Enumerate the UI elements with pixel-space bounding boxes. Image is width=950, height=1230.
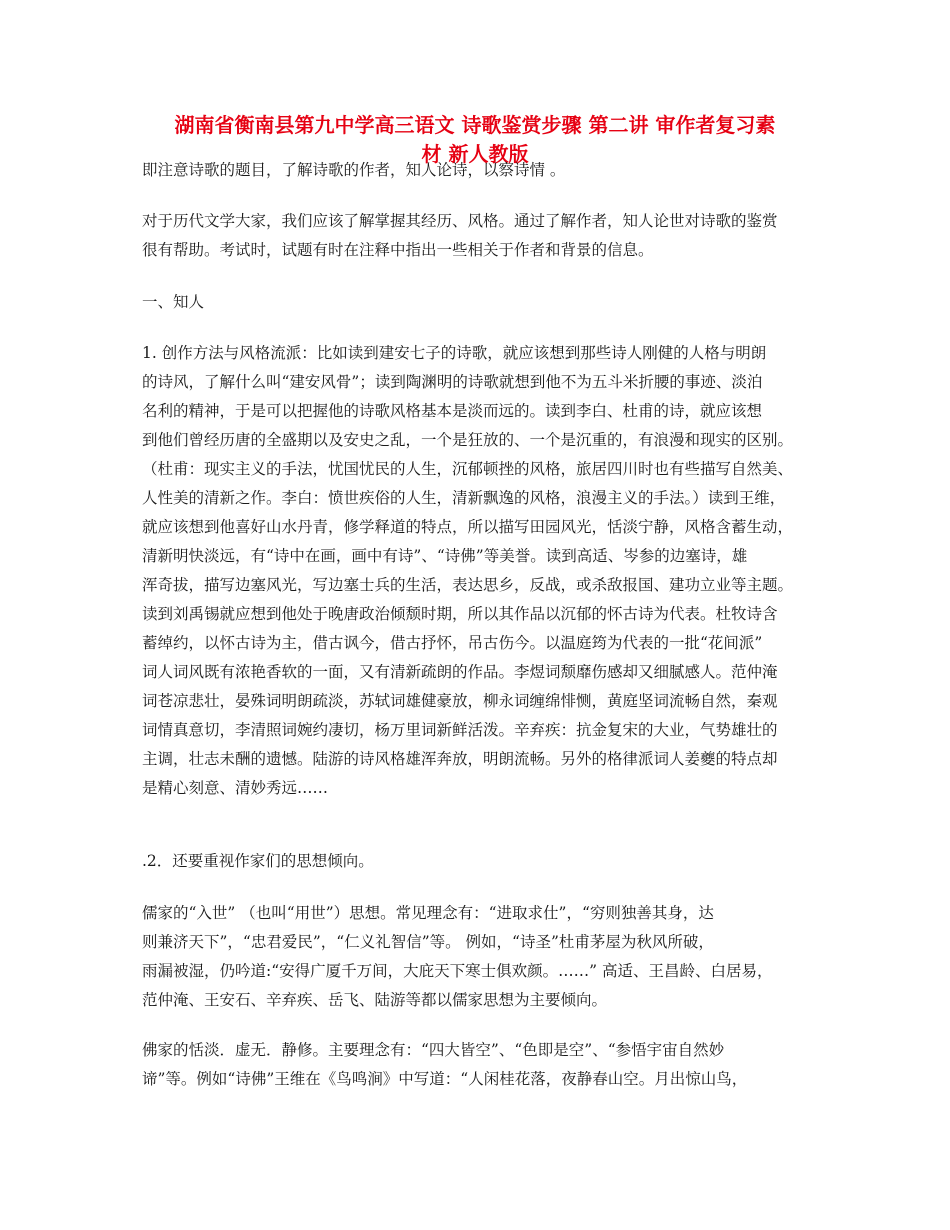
section-heading-know-person: [142, 288, 822, 317]
title-line-2: 材 新人教版: [421, 142, 529, 166]
para5-line-1: 佛家的恬淡．虚无．静修。主要理念有：“四大皆空”、“色即是空”、“参悟宇宙自然妙: [142, 1041, 725, 1059]
section1-heading: 一、知人: [142, 293, 205, 311]
para1-line-2: 很有帮助。考试时，试题有时在注释中指出一些相关于作者和背景的信息。: [142, 241, 654, 259]
para5-line-2: 谛”等。例如“诗佛”王维在《鸟鸣涧》中写道：“人闲桂花落，夜静春山空。月出惊山鸟，: [142, 1070, 748, 1088]
para4-line-3: 雨漏被湿，仍吟道:“安得广厦千万间，大庇天下寒士俱欢颜。……” 高适、王昌龄、白居易，: [142, 962, 773, 980]
para4-line-4: 范仲淹、王安石、辛弃疾、岳飞、陆游等都以儒家思想为主要倾向。: [142, 991, 608, 1009]
para2-line-5: （杜甫：现实主义的手法，忧国忧民的人生，沉郁顿挫的风格，旅居四川时也有些描写自然美、: [142, 460, 794, 478]
para2-line-1: 1. 创作方法与风格流派：比如读到建安七子的诗歌，就应该想到那些诗人刚健的人格与明朗: [142, 344, 767, 362]
para2-line-9: 浑奇拔，描写边塞风光，写边塞士兵的生活，表达思乡，反战，或杀敌报国、建功立业等主题。: [142, 576, 794, 594]
para2-line-8: 清新明快淡远，有“诗中在画，画中有诗”、“诗佛”等美誉。读到高适、岑参的边塞诗，雄: [142, 547, 748, 565]
para4-line-1: 儒家的“入世” （也叫“用世”）思想。常见理念有：“进取求仕”，“穷则独善其身，达: [142, 904, 714, 922]
para2-line-3: 名利的精神，于是可以把握他的诗歌风格基本是淡而远的。读到李白、杜甫的诗，就应该想: [142, 402, 763, 420]
para2-line-12: 词人词风既有浓艳香软的一面，又有清新疏朗的作品。李煜词颓靡伤感却又细腻感人。范仲淹: [142, 663, 778, 681]
para2-line-7: 就应该想到他喜好山水丹青，修学释道的特点，所以描写田园风光，恬淡宁静，风格含蓄生动，: [142, 518, 794, 536]
para2-line-16: 是精心刻意、清妙秀远……: [142, 779, 329, 797]
title-line-1: 湖南省衡南县第九中学高三语文 诗歌鉴赏步骤 第二讲 审作者复习素: [174, 113, 776, 137]
para2-line-11: 蓄绰约，以怀古诗为主，借古讽今，借古抒怀，吊古伤今。以温庭筠为代表的一批“花间派”: [142, 634, 763, 652]
para1-line-1: 对于历代文学大家，我们应该了解掌握其经历、风格。通过了解作者，知人论世对诗歌的鉴赏: [142, 212, 778, 230]
para2-line-4: 到他们曾经历唐的全盛期以及安史之乱，一个是狂放的、一个是沉重的，有浪漫和现实的区别。: [142, 431, 794, 449]
para2-line-13: 词苍凉悲壮，晏殊词明朗疏淡，苏轼词雄健豪放，柳永词缠绵悱恻，黄庭坚词流畅自然，秦观: [142, 692, 778, 710]
para3-line: .2．还要重视作家们的思想倾向。: [142, 852, 374, 870]
paragraph-5: [142, 1036, 822, 1094]
para2-line-6: 人性美的清新之作。李白：愤世疾俗的人生，清新飘逸的风格，浪漫主义的手法。）读到王维，: [142, 489, 786, 507]
para2-line-2: 的诗风，了解什么叫“建安风骨”；读到陶渊明的诗歌就想到他不为五斗米折腰的事迹、淡泊: [142, 373, 763, 391]
para2-line-15: 主调，壮志未酬的遗憾。陆游的诗风格雄浑奔放，明朗流畅。另外的格律派词人姜夔的特点却: [142, 750, 778, 768]
intro-line: 即注意诗歌的题目，了解诗歌的作者，知人论诗，以察诗情 。: [142, 161, 566, 179]
intro-paragraph: [142, 156, 822, 185]
paragraph-1: [142, 207, 822, 265]
paragraph-2: [142, 339, 822, 803]
paragraph-3: [142, 847, 822, 876]
paragraph-4: [142, 899, 822, 1015]
para2-line-10: 读到刘禹锡就应想到他处于晚唐政治倾颓时期，所以其作品以沉郁的怀古诗为代表。杜牧诗含: [142, 605, 778, 623]
para2-line-14: 词情真意切，李清照词婉约凄切，杨万里词新鲜活泼。辛弃疾：抗金复宋的大业，气势雄壮的: [142, 721, 778, 739]
para4-line-2: 则兼济天下”，“忠君爱民”，“仁义礼智信”等。 例如，“诗圣”杜甫茅屋为秋风所破，: [142, 933, 714, 951]
